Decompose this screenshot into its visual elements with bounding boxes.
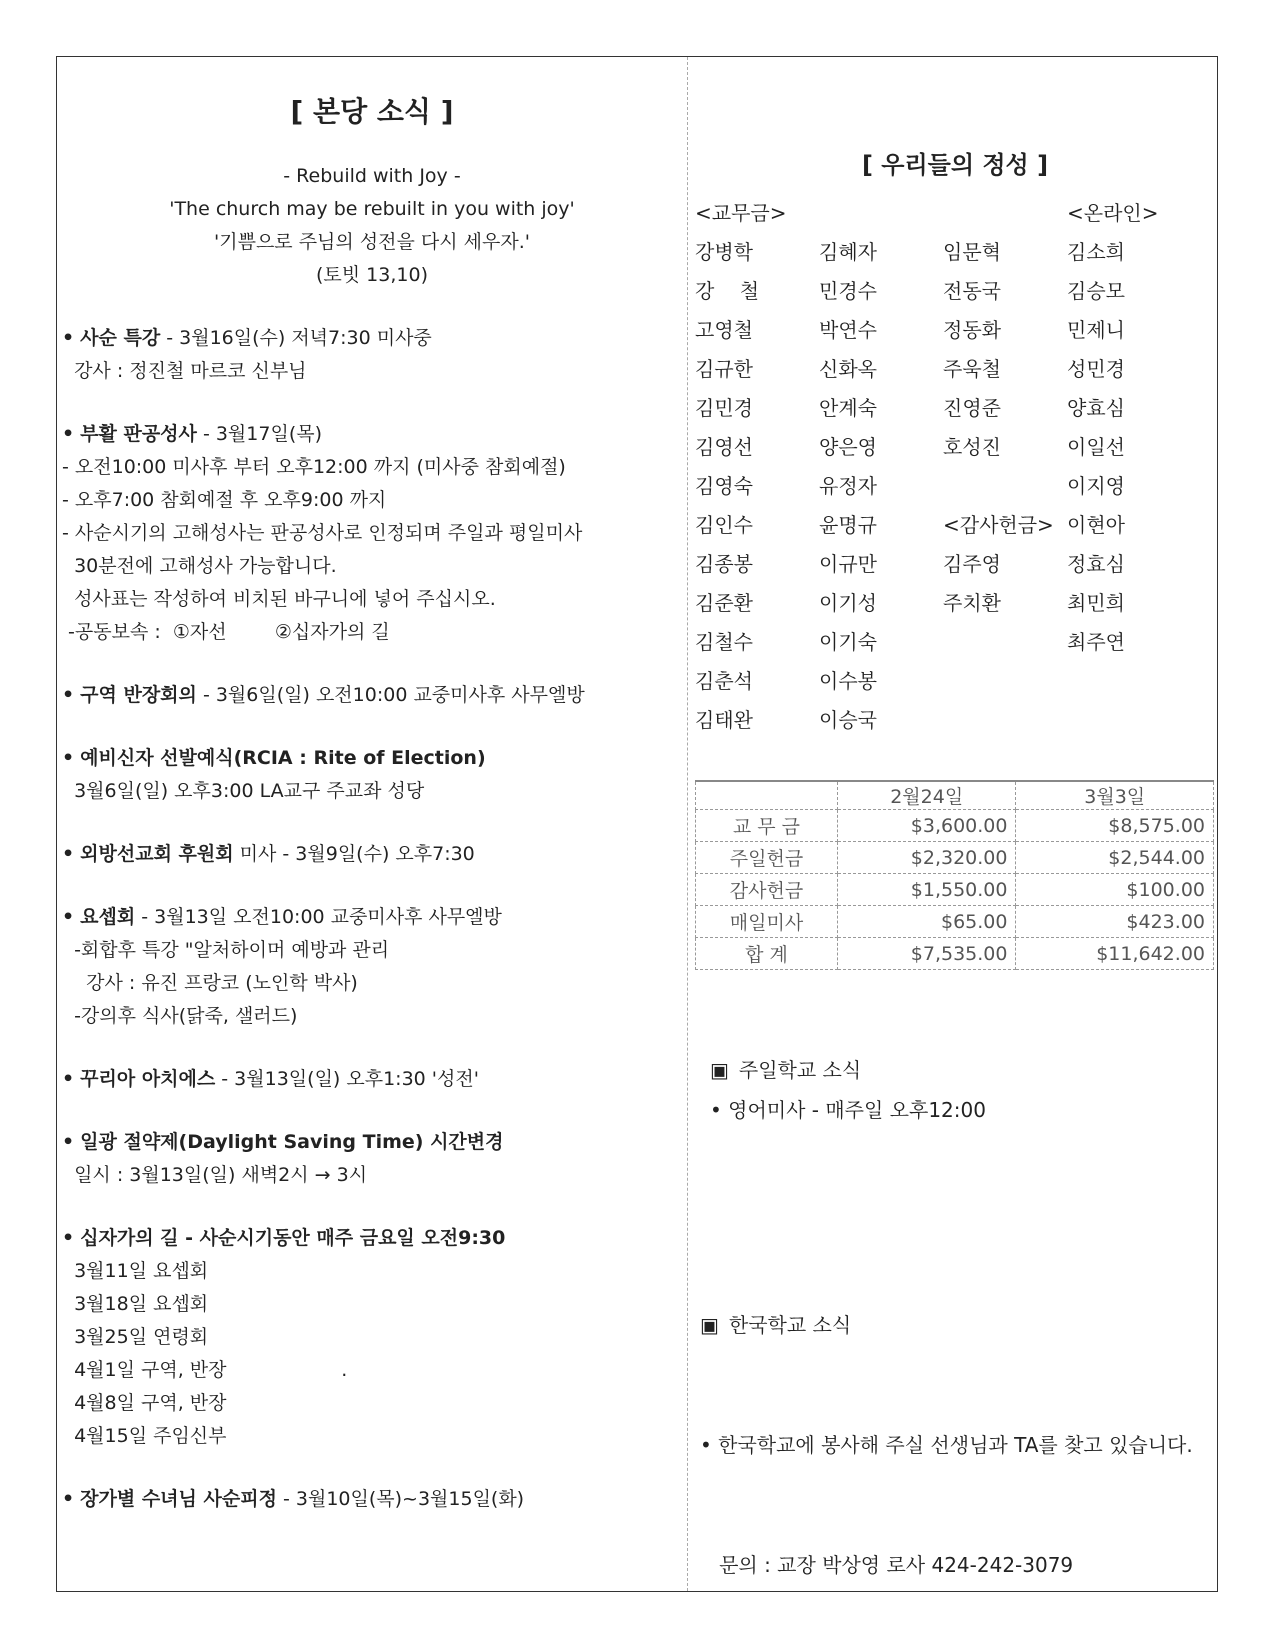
donor-name: 주욱철 <box>943 357 1001 381</box>
korean-school-title: ▣ 한국학교 소식 <box>700 1305 1193 1345</box>
motto-line: '기쁨으로 주님의 성전을 다시 세우자.' <box>214 231 530 253</box>
donor-name: 이승국 <box>819 708 877 732</box>
news-item-heading <box>62 418 682 451</box>
parish-news-title: [ 본당 소식 ] <box>290 95 454 128</box>
donor-name: 임문혁 <box>943 240 1001 264</box>
finance-value: $2,320.00 <box>837 842 1016 874</box>
donor-name: 윤명규 <box>819 513 877 537</box>
donor-name: 정동화 <box>943 318 1001 342</box>
donor-name: 이일선 <box>1067 435 1125 459</box>
donor-name: 이기성 <box>819 591 877 615</box>
donor-name: 강 철 <box>695 279 760 303</box>
donor-name: 박연수 <box>819 318 877 342</box>
news-item-line: 성사표는 작성하여 비치된 바구니에 넣어 주십시오. <box>62 588 496 610</box>
column-divider <box>687 57 688 1591</box>
news-item-heading <box>62 901 682 934</box>
finance-value: $1,550.00 <box>837 874 1016 906</box>
parish-news <box>62 90 682 1516</box>
donor-name: 호성진 <box>943 435 1001 459</box>
news-item <box>62 322 682 388</box>
finance-label: 교 무 금 <box>696 810 838 842</box>
news-item-title: 일광 절약제(Daylight Saving Time) 시간변경 <box>80 1131 504 1153</box>
finance-row <box>696 906 1214 938</box>
donor-name: 유정자 <box>819 474 877 498</box>
finance-value: $7,535.00 <box>837 938 1016 970</box>
donor-column <box>1067 194 1158 662</box>
donor-name: <교무금> <box>695 201 787 225</box>
news-item-detail: 미사 - 3월9일(수) 오후7:30 <box>233 843 475 865</box>
donor-name: 김춘석 <box>695 669 753 693</box>
donor-column <box>943 194 1054 623</box>
donor-name: 안계숙 <box>819 396 877 420</box>
news-item <box>62 418 682 649</box>
news-item-detail: - 3월10일(목)~3월15일(화) <box>276 1488 525 1510</box>
donor-column <box>819 194 877 740</box>
news-item-line: 일시 : 3월13일(일) 새벽2시 → 3시 <box>62 1164 368 1186</box>
news-item <box>62 1063 682 1096</box>
news-item-title: 십자가의 길 - 사순시기동안 매주 금요일 오전9:30 <box>80 1227 506 1249</box>
offerings-section <box>695 145 1215 734</box>
news-item <box>62 1483 682 1516</box>
news-item-line: 4월15일 주임신부 <box>62 1425 227 1447</box>
news-item-heading <box>62 1222 682 1255</box>
news-item-heading <box>62 679 682 712</box>
news-item-detail: - 3월13일 오전10:00 교중미사후 사무엘방 <box>135 906 502 928</box>
donor-name: 정효심 <box>1067 552 1125 576</box>
donor-name: 고영철 <box>695 318 753 342</box>
news-item-detail: - 3월13일(일) 오후1:30 '성전' <box>215 1068 479 1090</box>
finance-value: $3,600.00 <box>837 810 1016 842</box>
donor-name: 이수봉 <box>819 669 877 693</box>
news-item-line: 강사 : 정진철 마르코 신부님 <box>62 360 307 382</box>
news-item-title: 사순 특강 <box>80 327 161 349</box>
donor-name: 성민경 <box>1067 357 1125 381</box>
finance-header-row <box>696 781 1214 810</box>
news-item <box>62 838 682 871</box>
donor-name: 진영준 <box>943 396 1001 420</box>
finance-header-cell <box>696 781 838 810</box>
news-item-detail: - 3월17일(목) <box>196 423 322 445</box>
donor-name: 김혜자 <box>819 240 877 264</box>
news-item-line: 3월11일 요셉회 <box>62 1260 209 1282</box>
donor-name: 민제니 <box>1067 318 1125 342</box>
motto <box>62 160 682 292</box>
news-item-line: - 사순시기의 고해성사는 판공성사로 인정되며 주일과 평일미사 <box>62 522 583 544</box>
news-item-line: 30분전에 고해성사 가능합니다. <box>62 555 337 577</box>
news-item-heading <box>62 1483 682 1516</box>
sunday-school-title: ▣ 주일학교 소식 <box>710 1050 986 1090</box>
donor-name: 신화옥 <box>819 357 877 381</box>
korean-school-news <box>700 1225 1193 1625</box>
motto-line: 'The church may be rebuilt in you with joy' <box>169 198 575 220</box>
news-item <box>62 742 682 808</box>
news-item-heading <box>62 322 682 355</box>
donor-name: 강병학 <box>695 240 753 264</box>
finance-row <box>696 842 1214 874</box>
korean-school-line: • 한국학교에 봉사해 주실 선생님과 TA를 찾고 있습니다. <box>700 1433 1193 1457</box>
motto-line: (토빗 13,10) <box>316 264 428 286</box>
news-item-line: 4월1일 구역, 반장 . <box>62 1359 348 1381</box>
news-item-heading <box>62 1063 682 1096</box>
finance-header-cell: 3월3일 <box>1016 781 1214 810</box>
donor-name: 최민희 <box>1067 591 1125 615</box>
news-item-line: -회합후 특강 "알처하이머 예방과 관리 <box>62 939 390 961</box>
news-item-line: -강의후 식사(닭죽, 샐러드) <box>62 1005 298 1027</box>
donor-name: 김철수 <box>695 630 753 654</box>
news-item-title: 요셉회 <box>80 906 136 928</box>
finance-label: 주일헌금 <box>696 842 838 874</box>
donor-name: 이지영 <box>1067 474 1125 498</box>
donor-name: 양은영 <box>819 435 877 459</box>
donor-name: 양효심 <box>1067 396 1125 420</box>
donor-name: 이기숙 <box>819 630 877 654</box>
news-item-heading <box>62 1126 682 1159</box>
donor-name: 이현아 <box>1067 513 1125 537</box>
news-item <box>62 901 682 1033</box>
motto-line: - Rebuild with Joy - <box>283 165 461 187</box>
news-item <box>62 1126 682 1192</box>
finance-header-cell: 2월24일 <box>837 781 1016 810</box>
donor-name: 김태완 <box>695 708 753 732</box>
news-item-title: 구역 반장회의 <box>80 684 197 706</box>
offerings-title: [ 우리들의 정성 ] <box>861 151 1049 179</box>
news-item-title: 꾸리아 아치에스 <box>80 1068 216 1090</box>
news-item <box>62 679 682 712</box>
donor-name <box>943 194 1054 233</box>
finance-value: $11,642.00 <box>1016 938 1214 970</box>
donor-name: 김민경 <box>695 396 753 420</box>
news-item-heading <box>62 838 682 871</box>
finance-label: 감사헌금 <box>696 874 838 906</box>
finance-label: 합 계 <box>696 938 838 970</box>
news-item-line: -공동보속 : ①자선 ②십자가의 길 <box>62 621 390 643</box>
donor-name: 전동국 <box>943 279 1001 303</box>
donor-name: 김종봉 <box>695 552 753 576</box>
donor-name: 최주연 <box>1067 630 1125 654</box>
finance-table <box>695 780 1214 970</box>
donor-column <box>695 194 786 740</box>
donor-name: 주치환 <box>943 591 1001 615</box>
donor-name <box>943 467 1054 506</box>
news-item-heading <box>62 742 682 775</box>
news-item-title: 부활 판공성사 <box>80 423 197 445</box>
news-item-detail: - 3월6일(일) 오전10:00 교중미사후 사무엘방 <box>196 684 585 706</box>
finance-value: $423.00 <box>1016 906 1214 938</box>
donor-name <box>819 194 877 233</box>
donor-name: 김규한 <box>695 357 753 381</box>
donor-list <box>695 194 1215 734</box>
donor-name: 김주영 <box>943 552 1001 576</box>
news-item-line: - 오후7:00 참회예절 후 오후9:00 까지 <box>62 489 387 511</box>
news-item-line: 3월18일 요셉회 <box>62 1293 209 1315</box>
donor-name: 이규만 <box>819 552 877 576</box>
sunday-school-line: • 영어미사 - 매주일 오후12:00 <box>710 1098 986 1122</box>
finance-value: $2,544.00 <box>1016 842 1214 874</box>
donor-name: 김영숙 <box>695 474 753 498</box>
news-item <box>62 1222 682 1453</box>
news-item-title: 장가별 수녀님 사순피정 <box>80 1488 277 1510</box>
donor-name: 김준환 <box>695 591 753 615</box>
news-items <box>62 322 682 1516</box>
donor-name: 김영선 <box>695 435 753 459</box>
news-item-detail: - 3월16일(수) 저녁7:30 미사중 <box>160 327 432 349</box>
donor-name: 김소희 <box>1067 240 1125 264</box>
news-item-line: 3월6일(일) 오후3:00 LA교구 주교좌 성당 <box>62 780 425 802</box>
news-item-line: - 오전10:00 미사후 부터 오후12:00 까지 (미사중 참회예절) <box>62 456 566 478</box>
donor-name: <온라인> <box>1067 201 1159 225</box>
finance-value: $100.00 <box>1016 874 1214 906</box>
news-item-title: 외방선교회 후원회 <box>80 843 234 865</box>
news-item-line: 3월25일 연령회 <box>62 1326 209 1348</box>
news-item-line: 강사 : 유진 프랑코 (노인학 박사) <box>62 972 358 994</box>
news-item-line: 4월8일 구역, 반장 <box>62 1392 227 1414</box>
finance-row <box>696 810 1214 842</box>
donor-name: 민경수 <box>819 279 877 303</box>
finance-label: 매일미사 <box>696 906 838 938</box>
donor-name: <감사헌금> <box>943 513 1054 537</box>
donor-name: 김인수 <box>695 513 753 537</box>
finance-value: $8,575.00 <box>1016 810 1214 842</box>
finance-value: $65.00 <box>837 906 1016 938</box>
donor-name: 김승모 <box>1067 279 1125 303</box>
finance-row <box>696 874 1214 906</box>
korean-school-line: 문의 : 교장 박상영 로사 424-242-3079 <box>700 1553 1074 1577</box>
finance-total-row <box>696 938 1214 970</box>
news-item-title: 예비신자 선발예식(RCIA : Rite of Election) <box>80 747 486 769</box>
sunday-school-news <box>710 1050 986 1130</box>
